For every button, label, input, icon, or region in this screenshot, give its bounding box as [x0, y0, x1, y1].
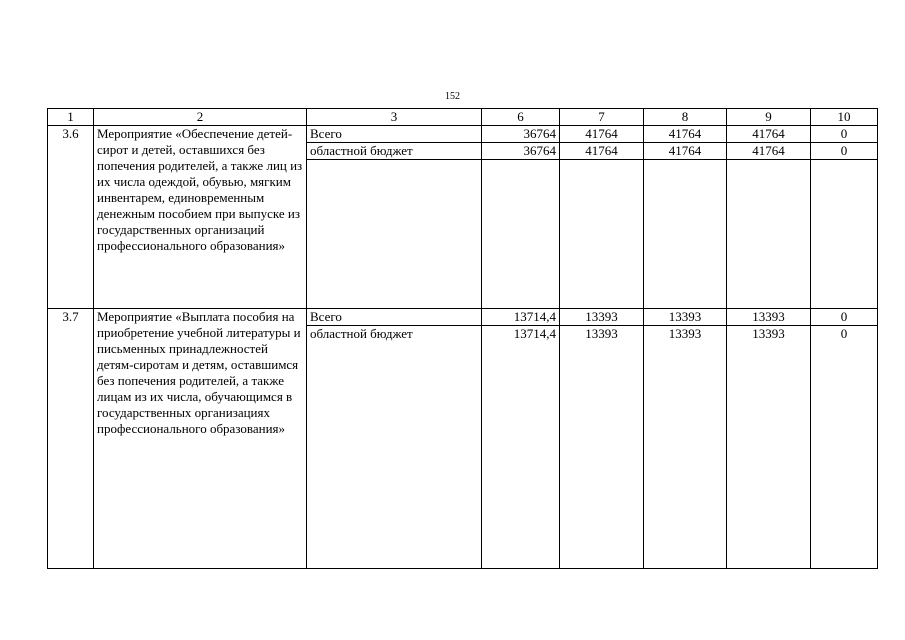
empty-cell: [727, 160, 811, 309]
funding-source: областной бюджет: [307, 326, 482, 569]
value-col-9: 41764: [727, 143, 811, 160]
value-col-8: 13393: [644, 326, 727, 569]
value-col-9: 13393: [727, 309, 811, 326]
value-col-7: 41764: [560, 143, 644, 160]
funding-source: областной бюджет: [307, 143, 482, 160]
value-col-10: 0: [811, 326, 878, 569]
value-col-9: 13393: [727, 326, 811, 569]
column-header: 7: [560, 109, 644, 126]
header-row: [48, 109, 878, 126]
empty-cell: [482, 160, 560, 309]
value-col-6: 36764: [482, 126, 560, 143]
table-row: [48, 309, 878, 326]
item-description: Мероприятие «Обеспечение детей-сирот и детей, оставшихся без попечения родителей, а также лиц из их числа одеждой, обувью, мягким инвентарем, единовременным денежным пособием при выпуске из государственных организаций профессионального образования»: [94, 126, 307, 309]
budget-table: [47, 108, 878, 569]
column-header: 10: [811, 109, 878, 126]
value-col-6: 13714,4: [482, 309, 560, 326]
empty-cell: [811, 160, 878, 309]
value-col-8: 41764: [644, 126, 727, 143]
value-col-8: 13393: [644, 309, 727, 326]
empty-cell: [644, 160, 727, 309]
empty-cell: [560, 160, 644, 309]
column-header: 9: [727, 109, 811, 126]
item-description: Мероприятие «Выплата пособия на приобретение учебной литературы и письменных принадлежностей детям-сиротам и детям, оставшимся без попечения родителей, а также лицам из их числа, обучающимся в государственных организациях профессионального образования»: [94, 309, 307, 569]
table-row: [48, 126, 878, 143]
value-col-7: 13393: [560, 309, 644, 326]
funding-source: Всего: [307, 309, 482, 326]
column-header: 8: [644, 109, 727, 126]
value-col-7: 13393: [560, 326, 644, 569]
value-col-10: 0: [811, 126, 878, 143]
column-header: 1: [48, 109, 94, 126]
column-header: 3: [307, 109, 482, 126]
column-header: 2: [94, 109, 307, 126]
value-col-9: 41764: [727, 126, 811, 143]
page-number: 152: [445, 91, 460, 102]
item-number: 3.6: [48, 126, 94, 309]
value-col-6: 13714,4: [482, 326, 560, 569]
value-col-10: 0: [811, 309, 878, 326]
column-header: 6: [482, 109, 560, 126]
funding-source: Всего: [307, 126, 482, 143]
value-col-6: 36764: [482, 143, 560, 160]
empty-cell: [307, 160, 482, 309]
value-col-7: 41764: [560, 126, 644, 143]
value-col-10: 0: [811, 143, 878, 160]
item-number: 3.7: [48, 309, 94, 569]
value-col-8: 41764: [644, 143, 727, 160]
